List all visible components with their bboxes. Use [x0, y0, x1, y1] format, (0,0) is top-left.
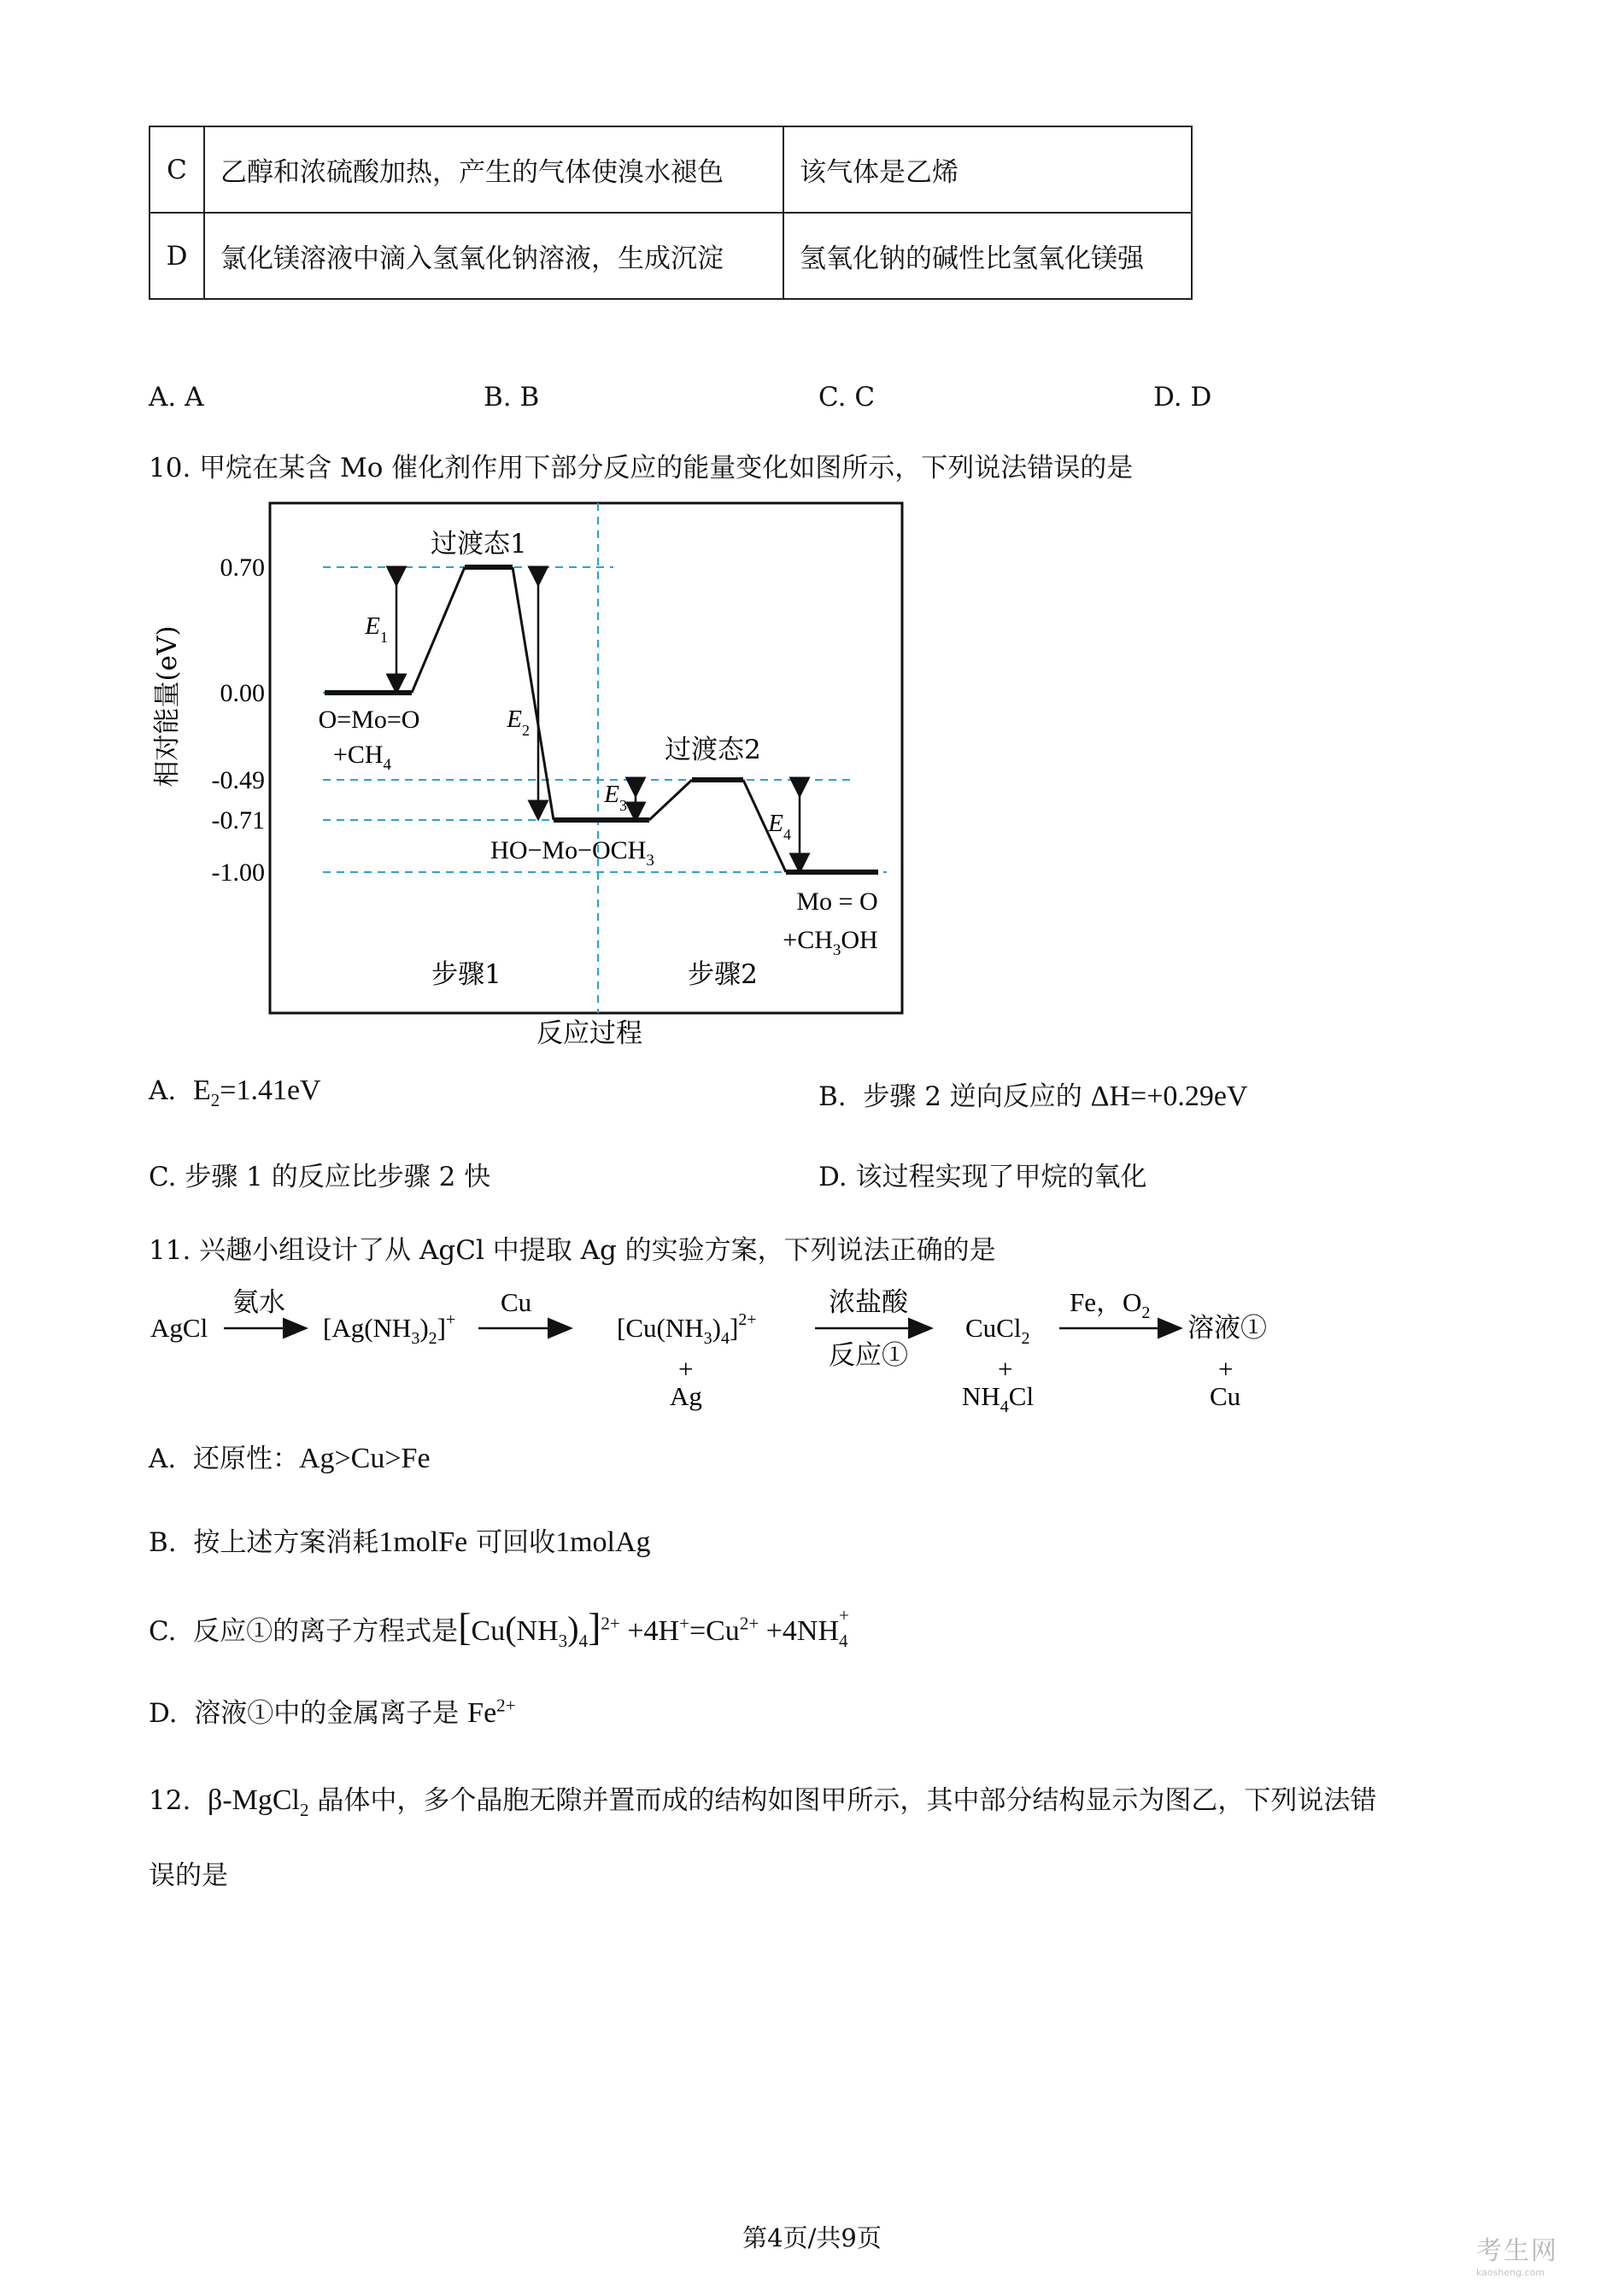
- q12-line1: 12. β-MgCl$_2$ 晶体中，多个晶胞无隙并置而成的结构如图甲所示，其中部分结构显示为图乙，下列说法错: [149, 1784, 1377, 1820]
- q9-choice-b: B. B: [484, 382, 540, 413]
- scheme-cu-product: Cu: [1210, 1381, 1241, 1411]
- q9-choice-c: C. C: [818, 382, 876, 413]
- label-e2: $E_2$: [507, 706, 530, 739]
- row-key: D: [150, 213, 204, 299]
- ts1-label: 过渡态1: [431, 529, 527, 559]
- product-label-line2: $+CH_3OH$: [783, 926, 878, 959]
- reaction-scheme: [145, 1277, 1307, 1426]
- tick-label: -0.49: [211, 766, 265, 794]
- scheme-agcl: AgCl: [150, 1313, 208, 1343]
- scheme-plus-2: +: [998, 1354, 1013, 1384]
- scheme-ag: Ag: [670, 1381, 702, 1411]
- scheme-reaction-label: 反应①: [829, 1340, 908, 1371]
- product-label-line1: Mo = O: [796, 887, 878, 916]
- q11-stem: 11. 兴趣小组设计了从 AgCl 中提取 Ag 的实验方案，下列说法正确的是: [149, 1235, 996, 1266]
- reactant-label-line2: $+CH_4$: [332, 741, 392, 774]
- row-experiment: 乙醇和浓硫酸加热，产生的气体使溴水褪色: [204, 126, 783, 213]
- watermark-logo: [1476, 2229, 1558, 2278]
- row-experiment: 氯化镁溶液中滴入氢氧化钠溶液，生成沉淀: [204, 213, 783, 299]
- scheme-reagent-fe-o2: Fe，$O_2$: [1070, 1287, 1151, 1322]
- q11-choice-c: C. 反应①的离子方程式是$[Cu(NH_3)_4]^{2+} +4H^+=Cu^{2+} +4NH$ $_{+ 4}$: [149, 1604, 849, 1651]
- q9-choice-d: D. D: [1153, 382, 1212, 413]
- profile-fall-1: [513, 567, 554, 820]
- scheme-copper-complex: $[Cu(NH_3)_4]^{2+}$: [617, 1310, 757, 1348]
- reactant-label-line1: O=Mo=O: [318, 706, 420, 734]
- page-number: 第4页/共9页: [742, 2223, 882, 2252]
- energy-diagram: [145, 491, 923, 1055]
- watermark-url: kaosheng.com: [1476, 2267, 1545, 2278]
- q10-choice-a: A. $E_2=1.41eV$: [149, 1075, 321, 1110]
- tick-label: -0.71: [211, 806, 265, 835]
- table-row: [150, 126, 1192, 213]
- step2-label: 步骤2: [688, 959, 758, 990]
- profile-rise-2: [649, 780, 692, 820]
- y-axis-label: 相对能量(eV): [152, 625, 183, 788]
- watermark-text: 考生网: [1476, 2236, 1558, 2266]
- profile-rise-1: [412, 567, 465, 693]
- q10-choice-d: D. 该过程实现了甲烷的氧化: [818, 1162, 1147, 1192]
- label-e3: $E_3$: [604, 781, 627, 814]
- scheme-reagent-cu: Cu: [501, 1287, 532, 1317]
- q10-choice-b: B. 步骤 2 逆向反应的 ΔH=+0.29eV: [818, 1081, 1248, 1112]
- q11-choice-d: D. 溶液①中的金属离子是 $Fe^{2+}$: [149, 1695, 516, 1729]
- scheme-cucl2: CuCl$_2$: [965, 1313, 1030, 1348]
- label-e4: $E_4$: [768, 810, 791, 843]
- tick-label: 0.70: [220, 554, 265, 582]
- scheme-silver-complex: $[Ag(NH_3)_2]^+$: [323, 1310, 456, 1348]
- intermediate-label: $HO-Mo-OCH_3$: [490, 836, 654, 870]
- scheme-reagent-ammonia: 氨水: [232, 1287, 285, 1318]
- q10-choice-c: C. 步骤 1 的反应比步骤 2 快: [149, 1162, 491, 1192]
- scheme-plus-3: +: [1218, 1354, 1234, 1384]
- scheme-solution: 溶液①: [1187, 1313, 1267, 1344]
- tick-label: 0.00: [220, 679, 265, 707]
- row-key: C: [150, 126, 204, 213]
- ts2-label: 过渡态2: [665, 735, 761, 765]
- scheme-plus-1: +: [678, 1354, 694, 1384]
- options-table: [149, 126, 1193, 300]
- q11-choice-a: A. 还原性：Ag>Cu>Fe: [149, 1443, 431, 1474]
- row-conclusion: 该气体是乙烯: [783, 126, 1192, 213]
- label-e1: $E_1$: [365, 612, 388, 646]
- step1-label: 步骤1: [431, 959, 501, 990]
- scheme-nh4cl: $NH_4Cl$: [962, 1381, 1035, 1416]
- scheme-reagent-hcl: 浓盐酸: [829, 1287, 908, 1318]
- q11-choice-b: B. 按上述方案消耗1molFe 可回收1molAg: [149, 1526, 651, 1558]
- table-row: [150, 213, 1192, 299]
- q12-line2: 误的是: [149, 1860, 228, 1891]
- x-axis-label: 反应过程: [536, 1018, 642, 1049]
- tick-label: -1.00: [211, 858, 265, 887]
- q9-choice-a: A. A: [149, 382, 204, 413]
- q10-stem: 10. 甲烷在某含 Mo 催化剂作用下部分反应的能量变化如图所示，下列说法错误的是: [149, 453, 1134, 483]
- row-conclusion: 氢氧化钠的碱性比氢氧化镁强: [783, 213, 1192, 299]
